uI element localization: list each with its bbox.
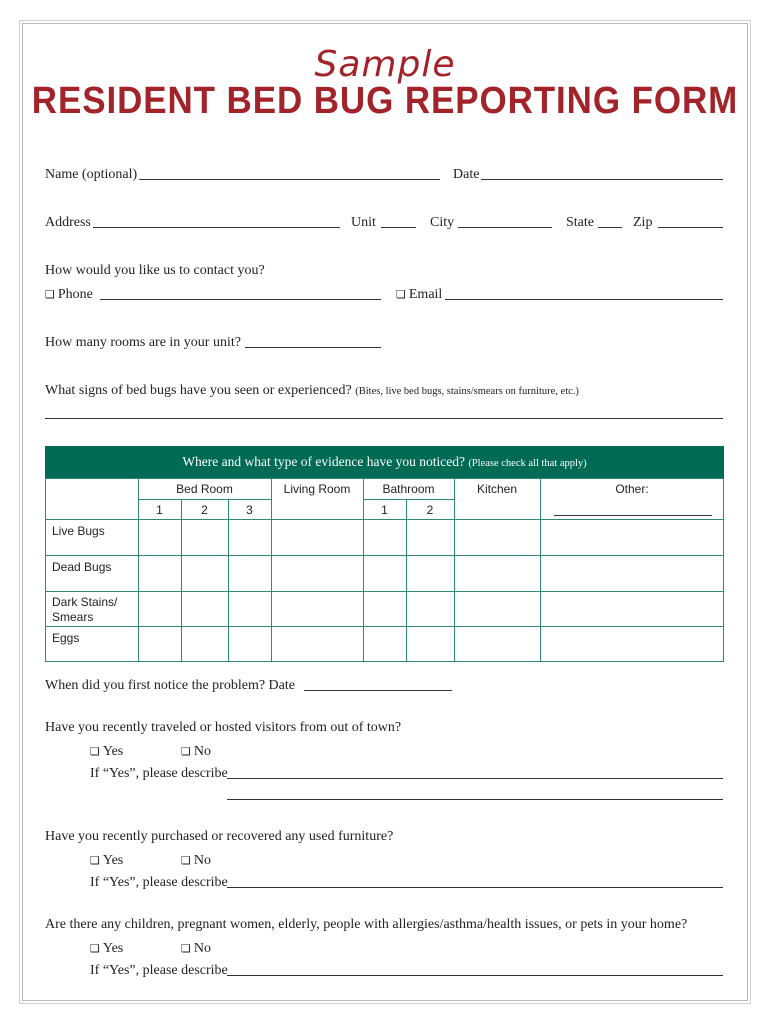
- furniture-describe-label: If “Yes”, please describe: [90, 875, 228, 890]
- evidence-heading-text: Where and what type of evidence have you noticed?: [182, 454, 465, 469]
- no-label: No: [193, 744, 211, 759]
- travel-yes-option[interactable]: [90, 744, 123, 760]
- other-field[interactable]: [554, 515, 712, 516]
- travel-describe-field[interactable]: [227, 778, 723, 779]
- travel-question: Have you recently traveled or hosted visitors from out of town?: [45, 720, 402, 735]
- checkbox-icon[interactable]: ❏: [181, 745, 191, 758]
- checkbox-icon[interactable]: ❏: [396, 288, 406, 301]
- bed-room-2: 2: [201, 503, 208, 517]
- col-bathroom: Bathroom: [382, 482, 435, 496]
- first-notice-date-field[interactable]: [304, 690, 452, 691]
- no-label: No: [193, 941, 211, 956]
- zip-field[interactable]: [658, 227, 723, 228]
- evidence-heading-hint: (Please check all that apply): [468, 458, 587, 469]
- unit-label: Unit: [351, 215, 376, 230]
- sample-watermark: Sample: [314, 44, 456, 85]
- signs-question-text: What signs of bed bugs have you seen or experienced?: [45, 383, 352, 398]
- phone-field[interactable]: [100, 299, 381, 300]
- row-dark-stains: Dark Stains/ Smears: [52, 595, 118, 624]
- travel-describe-field-2[interactable]: [227, 799, 723, 800]
- checkbox-icon[interactable]: ❏: [90, 854, 100, 867]
- yes-label: Yes: [102, 853, 124, 868]
- date-field[interactable]: [481, 179, 723, 180]
- city-field[interactable]: [458, 227, 552, 228]
- furniture-no-option[interactable]: [181, 853, 211, 869]
- row-eggs: Eggs: [52, 631, 80, 645]
- email-label: Email: [408, 287, 443, 302]
- address-label: Address: [45, 215, 91, 230]
- furniture-yes-option[interactable]: [90, 853, 123, 869]
- address-field[interactable]: [93, 227, 340, 228]
- checkbox-icon[interactable]: ❏: [181, 942, 191, 955]
- phone-option[interactable]: [45, 287, 93, 303]
- checkbox-icon[interactable]: ❏: [90, 942, 100, 955]
- furniture-question: Have you recently purchased or recovered any used furniture?: [45, 829, 394, 844]
- date-label: Date: [453, 167, 480, 182]
- checkbox-icon[interactable]: ❏: [45, 288, 55, 301]
- city-label: City: [430, 215, 455, 230]
- row-live-bugs: Live Bugs: [52, 524, 105, 538]
- unit-field[interactable]: [381, 227, 416, 228]
- col-bed-room: Bed Room: [176, 482, 233, 496]
- evidence-table: [45, 478, 724, 662]
- household-no-option[interactable]: [181, 941, 211, 957]
- household-question: Are there any children, pregnant women, elderly, people with allergies/asthma/health issues, or pets in your home?: [45, 917, 688, 932]
- yes-label: Yes: [102, 744, 124, 759]
- contact-question: How would you like us to contact you?: [45, 263, 265, 278]
- email-field[interactable]: [445, 299, 723, 300]
- name-field[interactable]: [139, 179, 440, 180]
- travel-describe-label: If “Yes”, please describe: [90, 766, 228, 781]
- evidence-table-heading: [45, 446, 724, 478]
- checkbox-icon[interactable]: ❏: [90, 745, 100, 758]
- signs-question: [45, 383, 579, 399]
- name-label: Name (optional): [45, 167, 138, 182]
- travel-no-option[interactable]: [181, 744, 211, 760]
- form-title: RESIDENT BED BUG REPORTING FORM: [31, 80, 739, 122]
- rooms-field[interactable]: [245, 347, 381, 348]
- email-option[interactable]: [396, 287, 442, 303]
- bed-room-3: 3: [246, 503, 253, 517]
- zip-label: Zip: [633, 215, 653, 230]
- no-label: No: [193, 853, 211, 868]
- row-dead-bugs: Dead Bugs: [52, 560, 112, 574]
- household-yes-option[interactable]: [90, 941, 123, 957]
- household-describe-label: If “Yes”, please describe: [90, 963, 228, 978]
- bathroom-1: 1: [381, 503, 388, 517]
- col-living-room: Living Room: [283, 482, 351, 496]
- yes-label: Yes: [102, 941, 124, 956]
- bed-room-1: 1: [156, 503, 163, 517]
- state-field[interactable]: [598, 227, 622, 228]
- col-other: Other:: [615, 482, 649, 496]
- household-describe-field[interactable]: [227, 975, 723, 976]
- phone-label: Phone: [57, 287, 93, 302]
- rooms-question: How many rooms are in your unit?: [45, 335, 241, 350]
- bathroom-2: 2: [426, 503, 434, 517]
- checkbox-icon[interactable]: ❏: [181, 854, 191, 867]
- furniture-describe-field[interactable]: [227, 887, 723, 888]
- first-notice-question: When did you first notice the problem? Date: [45, 678, 295, 693]
- signs-hint: (Bites, live bed bugs, stains/smears on furniture, etc.): [355, 386, 579, 397]
- state-label: State: [566, 215, 594, 230]
- col-kitchen: Kitchen: [476, 482, 518, 496]
- signs-field[interactable]: [45, 418, 723, 419]
